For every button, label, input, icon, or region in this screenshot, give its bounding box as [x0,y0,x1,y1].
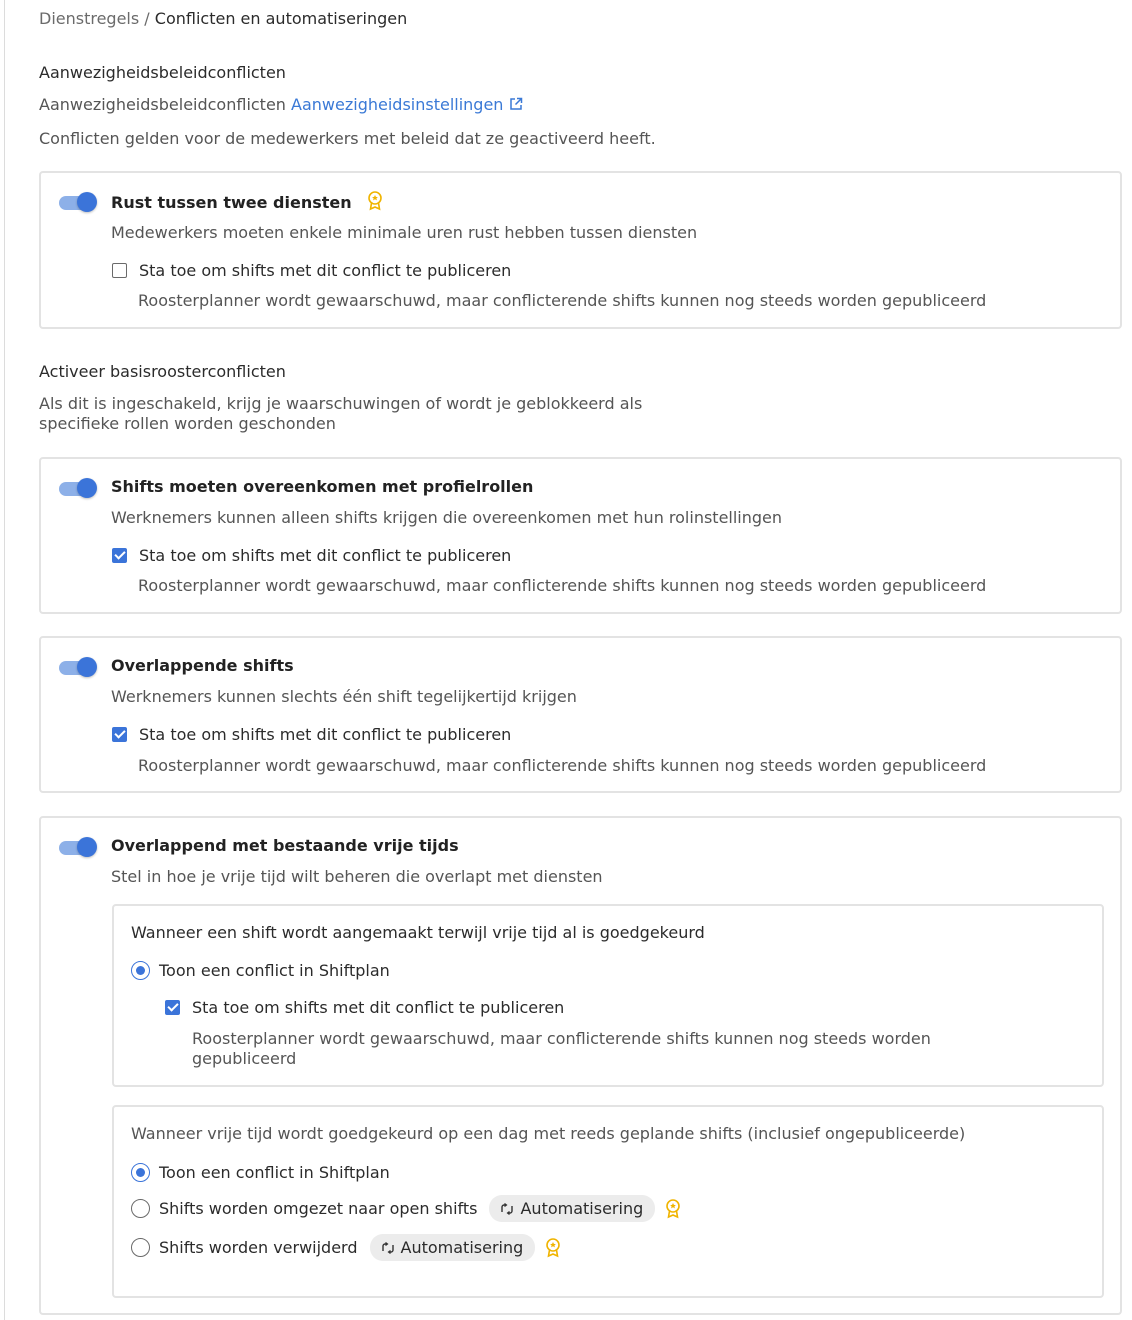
premium-award-icon [665,1199,681,1219]
rest-between-shifts-description: Medewerkers moeten enkele minimale uren rust hebben tussen diensten [111,223,698,242]
attendance-subtitle [39,95,523,115]
rest-between-shifts-title [111,191,383,212]
overlapping-shifts-allow-publish-label: Sta toe om shifts met dit conflict te publiceren [139,725,512,744]
profile-roles-card [39,457,1122,614]
timeoff-overlap-card [39,816,1122,1315]
premium-award-icon [545,1238,561,1258]
shift-created-allow-publish-help-line2: gepubliceerd [192,1049,297,1068]
profile-roles-allow-publish-checkbox[interactable] [112,548,127,563]
shift-created-section-title: Wanneer een shift wordt aangemaakt terwijl vrije tijd al is goedgekeurd [131,923,705,942]
timeoff-approved-convert-open-label: Shifts worden omgezet naar open shifts [159,1199,478,1218]
base-schedule-title: Activeer basisroosterconflicten [39,362,286,381]
profile-roles-allow-publish-row [112,546,511,565]
timeoff-overlap-toggle[interactable] [59,840,97,856]
attendance-section-title: Aanwezigheidsbeleidconflicten [39,63,286,82]
timeoff-overlap-title: Overlappend met bestaande vrije tijds [111,836,459,855]
breadcrumb [39,9,407,28]
automation-badge [489,1195,655,1222]
automation-badge [370,1234,536,1261]
timeoff-approved-delete-radio[interactable] [131,1238,150,1257]
rest-between-shifts-card [39,171,1122,329]
shift-created-allow-publish-row [165,998,564,1017]
rest-allow-publish-label: Sta toe om shifts met dit conflict te publiceren [139,261,512,280]
profile-roles-title: Shifts moeten overeenkomen met profielrollen [111,477,534,496]
timeoff-approved-section [112,1105,1104,1298]
timeoff-approved-option-show-conflict[interactable] [131,1163,390,1182]
premium-award-icon [367,191,383,211]
rest-allow-publish-checkbox[interactable] [112,263,127,278]
base-schedule-desc-line1: Als dit is ingeschakeld, krijg je waarschuwingen of wordt je geblokkeerd als [39,394,643,413]
breadcrumb-current: Conflicten en automatiseringen [154,9,408,28]
timeoff-approved-delete-label: Shifts worden verwijderd [159,1238,358,1257]
attendance-settings-link-label: Aanwezigheidsinstellingen [291,95,504,114]
shift-created-show-conflict-label: Toon een conflict in Shiftplan [159,961,390,980]
automation-badge-label: Automatisering [400,1238,524,1257]
shift-created-section [112,904,1104,1087]
breadcrumb-separator: / [139,9,155,28]
rest-between-shifts-title-text: Rust tussen twee diensten [111,193,352,212]
overlapping-shifts-allow-publish-checkbox[interactable] [112,727,127,742]
timeoff-approved-option-delete[interactable] [131,1234,561,1261]
breadcrumb-parent[interactable]: Dienstregels [39,9,140,28]
timeoff-approved-option-convert-open[interactable] [131,1195,681,1222]
left-divider [4,0,5,1320]
overlapping-shifts-title: Overlappende shifts [111,656,294,675]
rest-between-shifts-toggle[interactable] [59,195,97,211]
overlapping-shifts-toggle[interactable] [59,660,97,676]
external-link-icon [509,97,523,111]
timeoff-approved-show-conflict-radio[interactable] [131,1163,150,1182]
overlapping-shifts-allow-publish-row [112,725,511,744]
shift-created-allow-publish-checkbox[interactable] [165,1000,180,1015]
attendance-note: Conflicten gelden voor de medewerkers met beleid dat ze geactiveerd heeft. [39,129,656,148]
base-schedule-desc-line2: specifieke rollen worden geschonden [39,414,336,433]
automation-icon [381,1242,395,1254]
profile-roles-toggle[interactable] [59,481,97,497]
automation-icon [500,1203,514,1215]
attendance-settings-link[interactable] [291,95,523,114]
timeoff-approved-show-conflict-label: Toon een conflict in Shiftplan [159,1163,390,1182]
profile-roles-allow-publish-help: Roosterplanner wordt gewaarschuwd, maar conflicterende shifts kunnen nog steeds worden gepubliceerd [138,576,987,595]
timeoff-overlap-description: Stel in hoe je vrije tijd wilt beheren die overlapt met diensten [111,867,603,886]
attendance-subtitle-text: Aanwezigheidsbeleidconflicten [39,95,286,114]
rest-allow-publish-row [112,261,511,280]
timeoff-approved-convert-open-radio[interactable] [131,1199,150,1218]
shift-created-allow-publish-help-line1: Roosterplanner wordt gewaarschuwd, maar conflicterende shifts kunnen nog steeds worden [192,1029,931,1048]
overlapping-shifts-allow-publish-help: Roosterplanner wordt gewaarschuwd, maar conflicterende shifts kunnen nog steeds worden gepubliceerd [138,756,987,775]
shift-created-show-conflict-radio[interactable] [131,961,150,980]
automation-badge-label: Automatisering [520,1199,644,1218]
shift-created-option-show-conflict[interactable] [131,961,390,980]
overlapping-shifts-description: Werknemers kunnen slechts één shift tegelijkertijd krijgen [111,687,577,706]
profile-roles-allow-publish-label: Sta toe om shifts met dit conflict te publiceren [139,546,512,565]
overlapping-shifts-card [39,636,1122,793]
shift-created-allow-publish-label: Sta toe om shifts met dit conflict te publiceren [192,998,565,1017]
rest-allow-publish-help: Roosterplanner wordt gewaarschuwd, maar conflicterende shifts kunnen nog steeds worden gepubliceerd [138,291,987,310]
profile-roles-description: Werknemers kunnen alleen shifts krijgen die overeenkomen met hun rolinstellingen [111,508,783,527]
timeoff-approved-section-title: Wanneer vrije tijd wordt goedgekeurd op een dag met reeds geplande shifts (inclusief ongepubliceerde) [131,1124,966,1143]
